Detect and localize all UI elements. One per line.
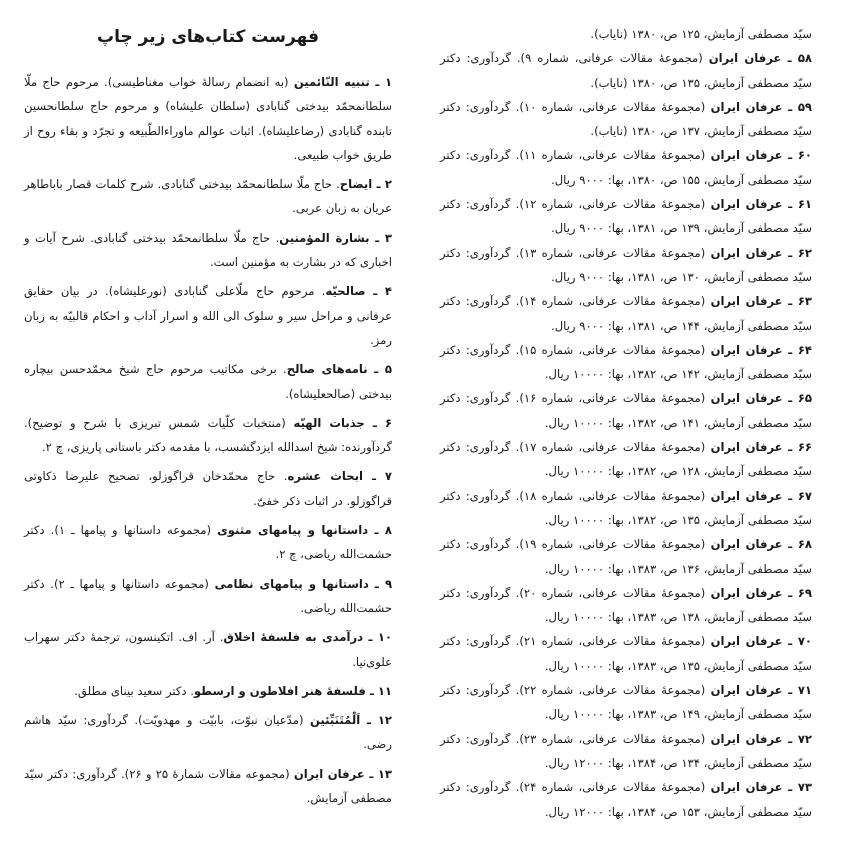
entry-number: ۶۹ ـ: [782, 585, 813, 600]
entry-title: عرفان ایران: [710, 440, 783, 455]
book-entry: [440, 581, 812, 630]
entry-title: عرفان ایران: [710, 488, 783, 503]
entry-title: فلسفهٔ هنر افلاطون و ارسطو: [193, 683, 366, 698]
book-entry: [440, 678, 812, 727]
entry-details: (مجموعه مقالات شمارهٔ ۲۵ و ۲۶). گردآوری: دکتر سیّد مصطفی آزمایش.: [24, 766, 392, 806]
entry-details: (منتخبات کلّیات شمس تبریزی با شرح و توضیح). گردآورنده: شیخ اسدالله ایزدگشسب، با مقدمه دکتر باستانی پاریزی، چ ۲.: [24, 415, 392, 455]
entry-details: (مجموعهٔ مقالات عرفانی، شماره ۲۲). گردآوری: دکتر سیّد مصطفی آزمایش، ۱۴۹ ص، ۱۳۸۳، بها: ۱۰۰۰۰ ریال.: [440, 683, 812, 722]
book-entry: [24, 226, 392, 275]
book-entry: [24, 572, 392, 621]
book-entry: [24, 708, 392, 757]
entry-number: ۷۲ ـ: [782, 731, 813, 746]
entry-title: عرفان ایران: [710, 391, 783, 406]
entry-details: . مرحوم حاج ملّاعلی گنابادی (نورعلیشاه). در بیان حقایق عرفانی و مراحل سیر و سلوک الی الله و اسرار آداب و احکام قالبیّه به زبان رمز.: [24, 284, 392, 347]
entry-details: (مجموعهٔ مقالات عرفانی، شماره ۹). گردآوری: دکتر سیّد مصطفی آزمایش، ۱۳۵ ص، ۱۳۸۰ (نایاب).: [440, 51, 812, 90]
entry-number: ۳ ـ: [369, 230, 392, 245]
entry-details: (مجموعهٔ مقالات عرفانی، شماره ۱۵). گردآوری: دکتر سیّد مصطفی آزمایش، ۱۴۲ ص، ۱۳۸۲، بها: ۱۰۰۰۰ ریال.: [440, 342, 812, 382]
entry-details: (مجموعهٔ مقالات عرفانی، شماره ۲۰). گردآوری: دکتر سیّد مصطفی آزمایش، ۱۳۸ ص، ۱۳۸۳، بها: ۱۰۰۰۰ ریال.: [440, 585, 812, 625]
book-entry: [440, 435, 812, 484]
entry-details: . حاج ملّا سلطانمحمّد بیدختی گنابادی. شرح کلمات قصار باباطاهر عریان به زبان عربی.: [24, 177, 392, 216]
entry-number: ۵۹ ـ: [782, 99, 813, 114]
book-entry: [24, 625, 392, 674]
entry-title: عرفان ایران: [710, 99, 783, 114]
book-entry: [440, 629, 812, 678]
entry-details: (مجموعهٔ مقالات عرفانی، شماره ۱۰). گردآوری: دکتر سیّد مصطفی آزمایش، ۱۳۷ ص، ۱۳۸۰ (نایاب).: [440, 99, 812, 139]
entry-number: ۶ ـ: [364, 415, 393, 430]
book-entry: [24, 762, 392, 811]
entry-details: (مجموعهٔ مقالات عرفانی، شماره ۱۸). گردآوری: دکتر سیّد مصطفی آزمایش، ۱۳۵ ص، ۱۳۸۲، بها: ۱۰۰۰۰ ریال.: [440, 488, 812, 527]
entry-number: ۶۶ ـ: [782, 440, 813, 455]
entry-title: اَلْمُتَنَبِّئین: [309, 713, 361, 728]
book-entry: [440, 192, 812, 241]
entry-number: ۸ ـ: [368, 523, 392, 538]
entry-title: عرفان ایران: [293, 766, 365, 781]
book-entry: [440, 289, 812, 338]
entry-number: ۷۱ ـ: [782, 683, 813, 698]
entry-title: ابحاث عشره: [287, 469, 363, 484]
book-entry: [24, 518, 392, 567]
book-entry: [24, 679, 392, 703]
book-entry: [440, 775, 812, 824]
entry-details: (مجموعه داستانها و پیامها ـ ۲). دکتر حشمت‌الله ریاضی.: [24, 576, 392, 615]
book-entry: [24, 464, 392, 513]
entry-number: ۵۸ ـ: [781, 51, 813, 66]
entry-title: عرفان ایران: [708, 51, 782, 66]
entry-number: ۱۰ ـ: [363, 630, 392, 645]
entry-details: (مجموعهٔ مقالات عرفانی، شماره ۲۳). گردآوری: دکتر سیّد مصطفی آزمایش، ۱۳۴ ص، ۱۳۸۴، بها: ۱۲۰۰۰ ریال.: [440, 731, 812, 770]
page-title: فهرست کتاب‌های زیر چاپ: [97, 27, 319, 47]
entry-title: صالحیّه: [325, 284, 366, 299]
book-entry: [440, 484, 812, 533]
entry-title: عرفان ایران: [710, 634, 783, 649]
entry-title: عرفان ایران: [710, 197, 783, 212]
book-entry: [440, 727, 812, 776]
entry-title: عرفان ایران: [710, 342, 783, 357]
entry-number: ۴ ـ: [365, 284, 392, 299]
book-entry: [440, 386, 812, 435]
book-entry: [24, 70, 392, 167]
entry-number: ۵ ـ: [367, 362, 392, 377]
entry-details: . حاج ملّا سلطانمحمّد بیدختی گنابادی. شرح آیات و اخباری که در بشارت به مؤمنین است.: [24, 230, 392, 270]
entry-details: (مدّعیان نبوّت، بابیّت و مهدویّت). گردآوری: سیّد هاشم رضی.: [24, 713, 392, 752]
entry-number: ۱۲ ـ: [360, 713, 392, 728]
entry-title: عرفان ایران: [710, 537, 783, 552]
entry-details: (مجموعه داستانها و پیامها ـ ۱). دکتر حشمت‌الله ریاضی، چ ۲.: [24, 523, 392, 562]
entry-number: ۶۱ ـ: [782, 197, 813, 212]
entry-details: (مجموعهٔ مقالات عرفانی، شماره ۱۳). گردآوری: دکتر سیّد مصطفی آزمایش، ۱۳۰ ص، ۱۳۸۱، بها: ۹۰۰۰ ریال.: [440, 245, 812, 284]
book-entry: [440, 338, 812, 387]
entry-title: داستانها و پیامهای نظامی: [214, 576, 369, 591]
entry-details: . حاج محمّدخان قراگوزلو، تصحیح علیرضا ذکاوتی قراگوزلو. در اثبات ذکر خفیّ.: [24, 469, 392, 508]
entry-title: بشارة المؤمنین: [279, 230, 370, 245]
entry-details: (مجموعهٔ مقالات عرفانی، شماره ۱۲). گردآوری: دکتر سیّد مصطفی آزمایش، ۱۳۹ ص، ۱۳۸۱، بها: ۹۰۰۰ ریال.: [440, 197, 812, 236]
entry-number: ۶۷ ـ: [782, 488, 813, 503]
entry-number: ۶۸ ـ: [782, 537, 813, 552]
entry-number: ۹ ـ: [368, 576, 393, 591]
book-entry: [440, 22, 812, 46]
entry-number: ۱۱ ـ: [365, 683, 392, 698]
entry-number: ۶۲ ـ: [782, 245, 813, 260]
entry-details: (مجموعهٔ مقالات عرفانی، شماره ۲۱). گردآوری: دکتر سیّد مصطفی آزمایش، ۱۳۵ ص، ۱۳۸۳، بها: ۱۰۰۰۰ ریال.: [440, 634, 812, 673]
entry-details: (به انضمام رسالهٔ خواب مغناطیسی). مرحوم حاج ملّا سلطانمحمّد بیدختی گنابادی (سلطان علیشاه) و مرحوم حاج سلطانحسین تابنده گنابادی (رضاعلیشاه). اثبات عوالم ماوراءالطّبیعه و تجرّد و بقاء روح از طریق خواب طبیعی.: [24, 75, 392, 162]
right-column: [440, 22, 812, 824]
left-column: [24, 70, 392, 815]
entry-number: ۲ ـ: [372, 177, 392, 192]
entry-title: داستانها و پیامهای مثنوی: [217, 523, 369, 538]
entry-details: (مجموعهٔ مقالات عرفانی، شماره ۱۴). گردآوری: دکتر سیّد مصطفی آزمایش، ۱۴۴ ص، ۱۳۸۱، بها: ۹۰۰۰ ریال.: [440, 294, 812, 333]
entry-title: درآمدی به فلسفهٔ اخلاق: [223, 630, 364, 645]
entry-details: . آر. اف. اتکینسون، ترجمهٔ دکتر سهراب علوی‌نیا.: [24, 630, 392, 669]
entry-details: سیّد مصطفی آزمایش، ۱۲۵ ص، ۱۳۸۰ (نایاب).: [590, 27, 812, 41]
entry-title: عرفان ایران: [710, 294, 783, 309]
book-entry: [440, 241, 812, 290]
entry-title: جذبات الهیّه: [293, 415, 365, 430]
entry-title: تنبیه النّائمین: [293, 75, 370, 89]
book-entry: [24, 172, 392, 221]
entry-number: ۶۴ ـ: [782, 342, 813, 357]
entry-title: ایضاح: [339, 177, 373, 192]
entry-number: ۶۵ ـ: [782, 391, 813, 406]
entry-number: ۱ ـ: [369, 75, 393, 89]
book-entry: [440, 532, 812, 581]
entry-details: (مجموعهٔ مقالات عرفانی، شماره ۱۷). گردآوری: دکتر سیّد مصطفی آزمایش، ۱۲۸ ص، ۱۳۸۲، بها: ۱۰۰۰۰ ریال.: [440, 440, 812, 479]
entry-number: ۶۰ ـ: [782, 148, 813, 163]
book-entry: [24, 279, 392, 352]
book-entry: [440, 46, 812, 95]
entry-number: ۱۳ ـ: [364, 766, 393, 781]
entry-number: ۷۳ ـ: [782, 780, 813, 795]
entry-title: عرفان ایران: [710, 731, 783, 746]
entry-details: (مجموعهٔ مقالات عرفانی، شماره ۱۹). گردآوری: دکتر سیّد مصطفی آزمایش، ۱۳۶ ص، ۱۳۸۳، بها: ۱۰۰۰۰ ریال.: [440, 537, 812, 576]
entry-details: . برخی مکاتیب مرحوم حاج شیخ محمّدحسن بیچاره بیدختی (صالحعلیشاه).: [24, 362, 392, 401]
book-entry: [24, 357, 392, 406]
entry-details: (مجموعهٔ مقالات عرفانی، شماره ۱۱). گردآوری: دکتر سیّد مصطفی آزمایش، ۱۵۵ ص، ۱۳۸۰، بها: ۹۰۰۰ ریال.: [440, 148, 812, 187]
book-entry: [24, 411, 392, 460]
entry-details: (مجموعهٔ مقالات عرفانی، شماره ۱۶). گردآوری: دکتر سیّد مصطفی آزمایش، ۱۴۱ ص، ۱۳۸۲، بها: ۱۰۰۰۰ ریال.: [440, 391, 812, 430]
entry-title: نامه‌های صالح: [286, 362, 368, 377]
book-entry: [440, 143, 812, 192]
entry-details: . دکتر سعید بینای مطلق.: [74, 683, 194, 698]
entry-details: (مجموعهٔ مقالات عرفانی، شماره ۲۴). گردآوری: دکتر سیّد مصطفی آزمایش، ۱۵۳ ص، ۱۳۸۴، بها: ۱۲۰۰۰ ریال.: [440, 780, 812, 819]
entry-title: عرفان ایران: [710, 148, 783, 163]
entry-number: ۷ ـ: [362, 469, 392, 484]
entry-title: عرفان ایران: [710, 245, 783, 260]
entry-title: عرفان ایران: [710, 585, 783, 600]
entry-number: ۷۰ ـ: [782, 634, 813, 649]
entry-title: عرفان ایران: [710, 683, 783, 698]
entry-number: ۶۳ ـ: [782, 294, 813, 309]
entry-title: عرفان ایران: [710, 780, 783, 795]
book-entry: [440, 95, 812, 144]
